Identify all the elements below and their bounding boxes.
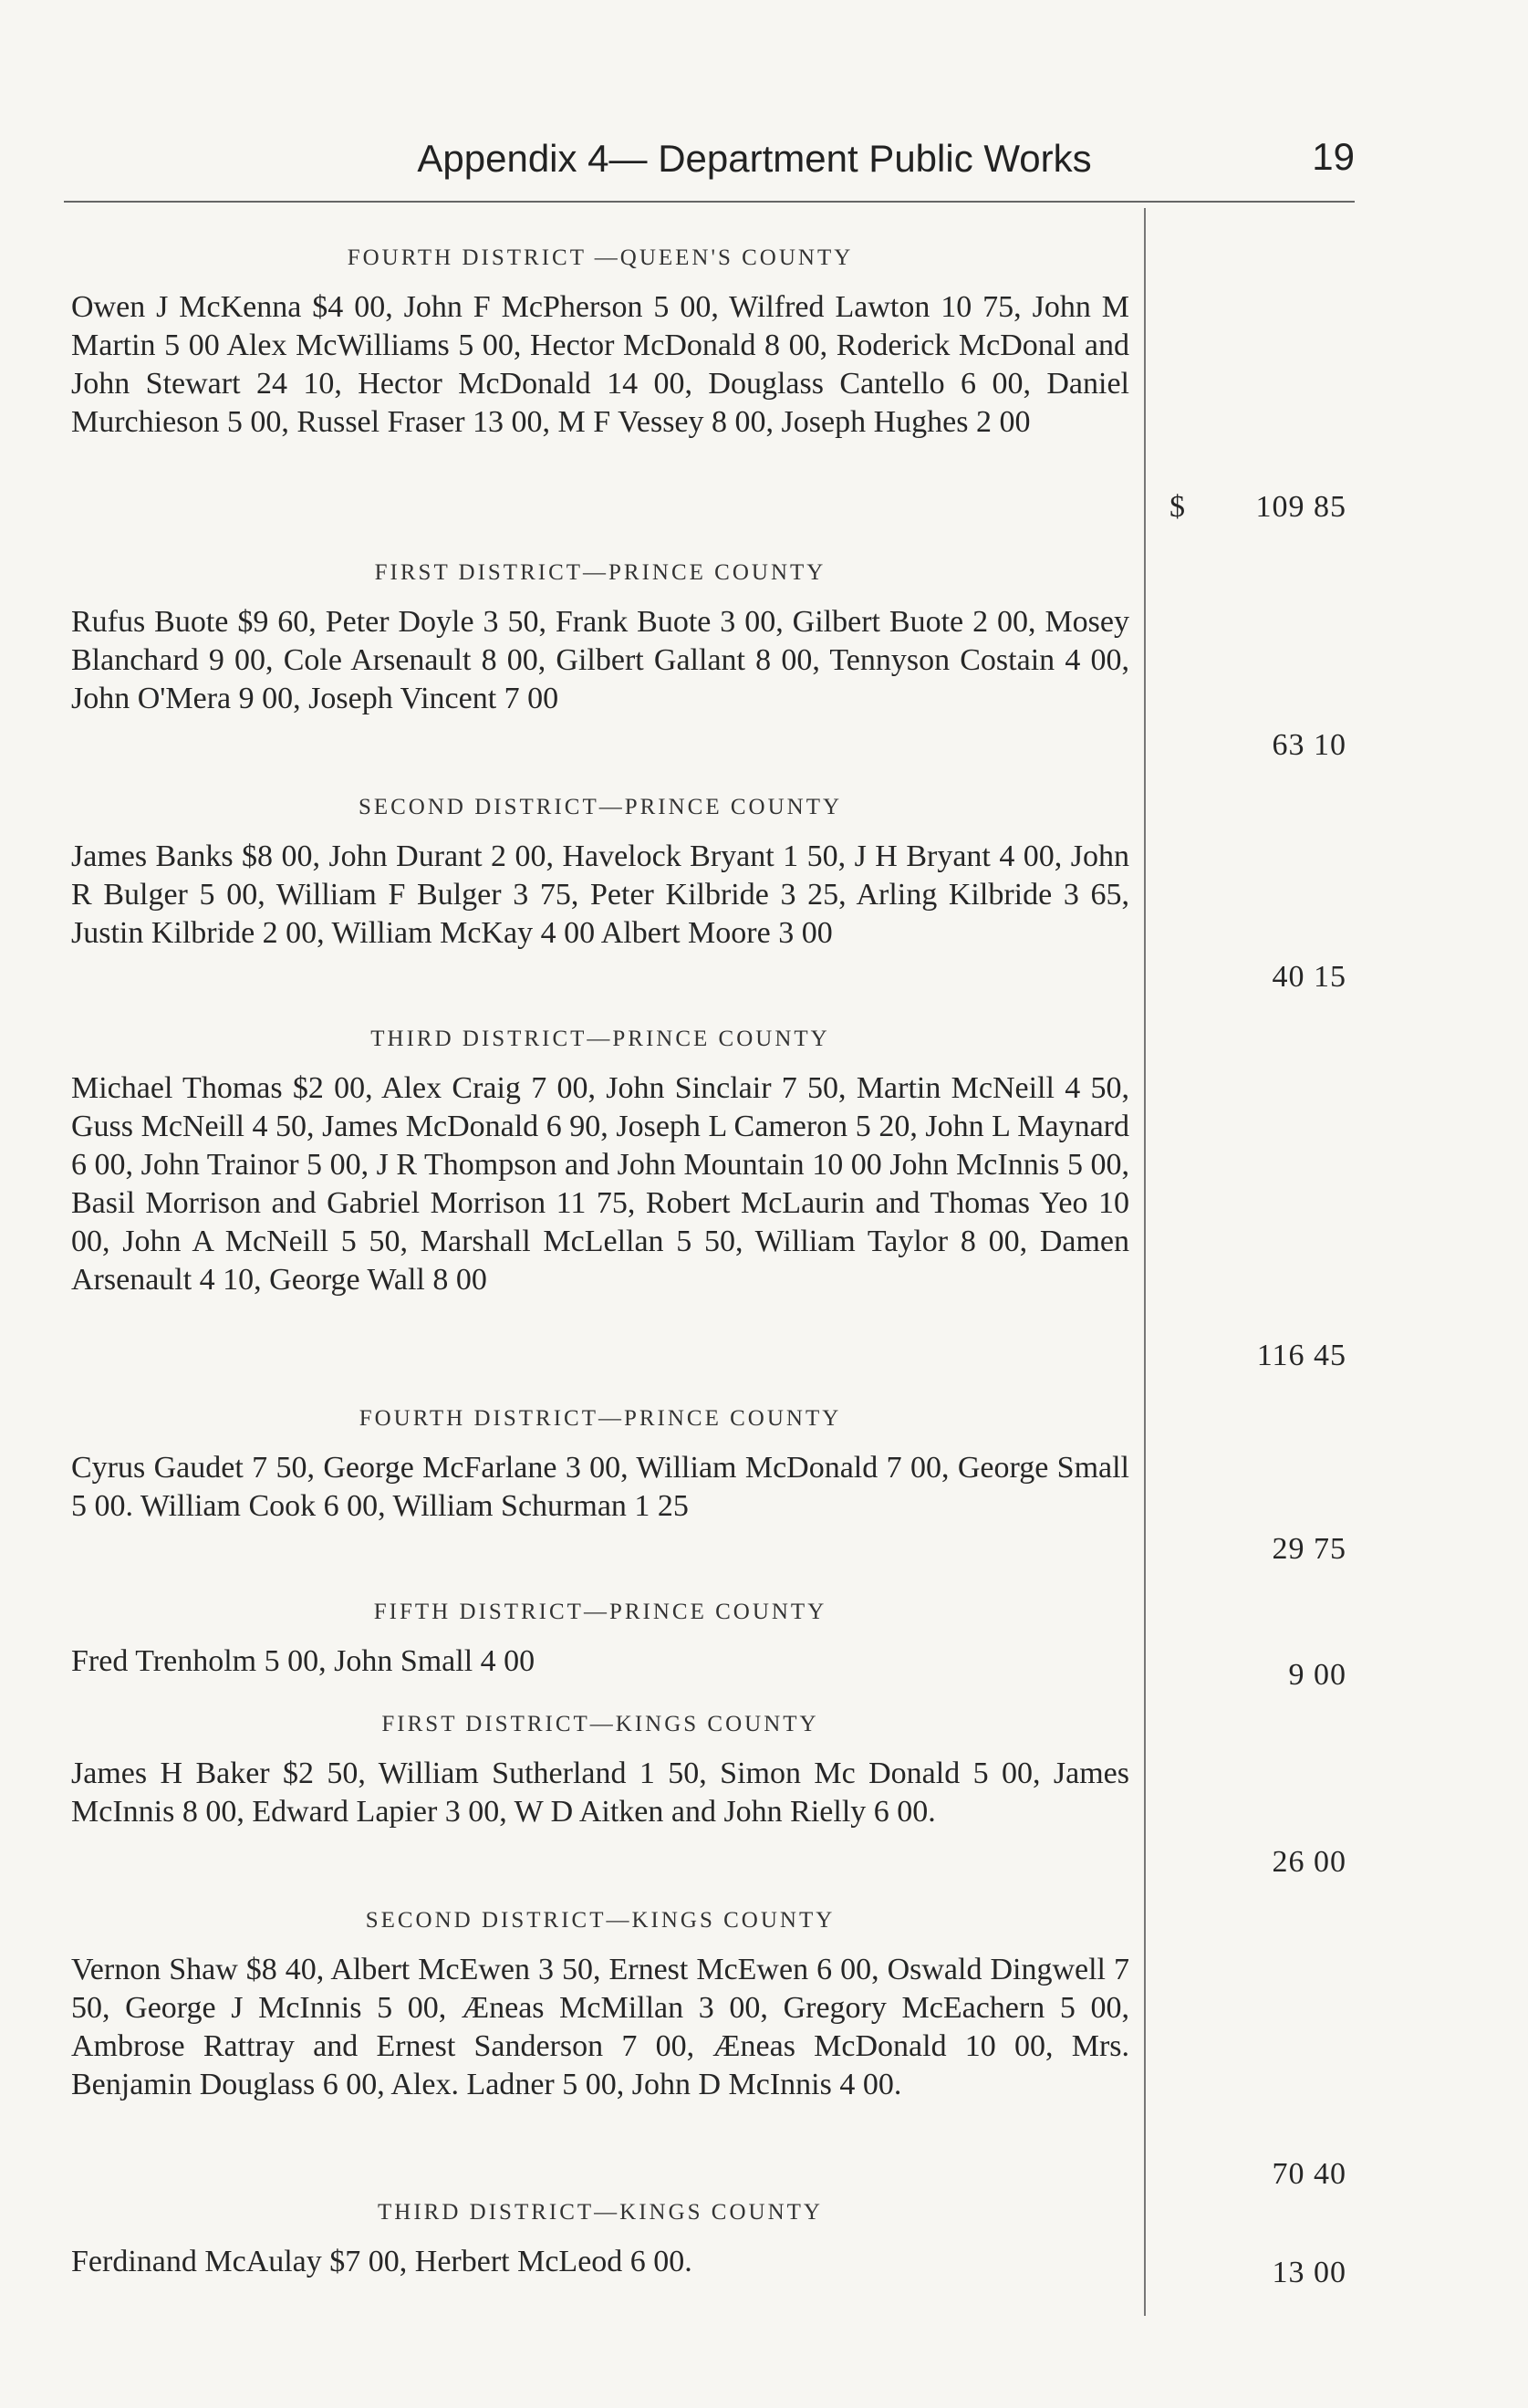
district-payments-text: Michael Thomas $2 00, Alex Craig 7 00, John Sinclair 7 50, Martin McNeill 4 50, Guss McNeill 4 50, James McDonald 6 90, Joseph L Cameron 5 20, John L Maynard 6 00, John Trainor 5 00, J R Thompson and John Mountain 10 00 John McInnis 5 00, Basil Morrison and Gabriel Morrison 11 75, Robert McLaurin and Thomas Yeo 10 00, John A McNeill 5 50, Marshall McLellan 5 50, William Taylor 8 00, Damen Arsenault 4 10, George Wall 8 00 bbox=[71, 1071, 1129, 1297]
district-payments-text: Cyrus Gaudet 7 50, George McFarlane 3 00, William McDonald 7 00, George Small 5 00. William Cook 6 00, William Schurman 1 25 bbox=[71, 1451, 1129, 1523]
district-payments-text: James Banks $8 00, John Durant 2 00, Havelock Bryant 1 50, J H Bryant 4 00, John R Bulger 5 00, William F Bulger 3 75, Peter Kilbride 3 25, Arling Kilbride 3 65, Justin Kilbride 2 00, William McKay 4 00 Albert Moore 3 00 bbox=[71, 839, 1129, 950]
section-second-district-prince bbox=[71, 794, 1129, 953]
district-total-amount: 13 00 bbox=[1272, 2256, 1346, 2289]
district-total-row bbox=[1146, 488, 1356, 526]
section-fourth-district-queens bbox=[71, 245, 1129, 442]
district-total-amount: 40 15 bbox=[1272, 960, 1346, 994]
district-heading: THIRD DISTRICT—KINGS COUNTY bbox=[378, 2200, 823, 2225]
district-heading: FIRST DISTRICT—PRINCE COUNTY bbox=[374, 560, 826, 585]
district-heading: FOURTH DISTRICT—PRINCE COUNTY bbox=[359, 1406, 842, 1431]
district-total-amount: 26 00 bbox=[1272, 1845, 1346, 1879]
section-third-district-kings bbox=[71, 2199, 1129, 2281]
section-first-district-prince bbox=[71, 559, 1129, 718]
section-third-district-prince bbox=[71, 1026, 1129, 1299]
district-heading: SECOND DISTRICT—KINGS COUNTY bbox=[365, 1908, 836, 1933]
district-heading: FIRST DISTRICT—KINGS COUNTY bbox=[381, 1712, 819, 1736]
district-heading: FOURTH DISTRICT —QUEEN'S COUNTY bbox=[347, 245, 854, 270]
district-heading: FIFTH DISTRICT—PRINCE COUNTY bbox=[373, 1600, 827, 1624]
district-payments-text: Vernon Shaw $8 40, Albert McEwen 3 50, Ernest McEwen 6 00, Oswald Dingwell 7 50, George J McInnis 5 00, Æneas McMillan 3 00, Gregory McEachern 5 00, Ambrose Rattray and Ernest Sanderson 7 00, Æneas McDonald 10 00, Mrs. Benjamin Douglass 6 00, Alex. Ladner 5 00, John D McInnis 4 00. bbox=[71, 1953, 1129, 2101]
district-payments-text: Ferdinand McAulay $7 00, Herbert McLeod 6 00. bbox=[71, 2245, 692, 2278]
header-rule bbox=[64, 201, 1355, 203]
section-first-district-kings bbox=[71, 1711, 1129, 1831]
district-payments-text: Fred Trenholm 5 00, John Small 4 00 bbox=[71, 1644, 535, 1678]
district-total-amount: 109 85 bbox=[1255, 490, 1346, 524]
district-heading: THIRD DISTRICT—PRINCE COUNTY bbox=[370, 1027, 830, 1051]
district-total-row bbox=[1146, 1530, 1356, 1569]
district-total-amount: 9 00 bbox=[1288, 1658, 1346, 1692]
district-payments-text: Rufus Buote $9 60, Peter Doyle 3 50, Frank Buote 3 00, Gilbert Buote 2 00, Mosey Blanchard 9 00, Cole Arsenault 8 00, Gilbert Gallant 8 00, Tennyson Costain 4 00, John O'Mera 9 00, Joseph Vincent 7 00 bbox=[71, 605, 1129, 715]
district-total-amount: 29 75 bbox=[1272, 1532, 1346, 1566]
page-number: 19 bbox=[1312, 135, 1355, 178]
district-payments-text: Owen J McKenna $4 00, John F McPherson 5 00, Wilfred Lawton 10 75, John M Martin 5 00 Alex McWilliams 5 00, Hector McDonald 8 00, Roderick McDonal and John Stewart 24 10, Hector McDonald 14 00, Douglass Cantello 6 00, Daniel Murchieson 5 00, Russel Fraser 13 00, M F Vessey 8 00, Joseph Hughes 2 00 bbox=[71, 290, 1129, 439]
district-total-row bbox=[1146, 1656, 1356, 1694]
district-total-row bbox=[1146, 958, 1356, 996]
district-total-row bbox=[1146, 1843, 1356, 1882]
dollar-sign: $ bbox=[1169, 490, 1185, 524]
section-second-district-kings bbox=[71, 1907, 1129, 2104]
section-fifth-district-prince bbox=[71, 1599, 1129, 1681]
district-total-row bbox=[1146, 2254, 1356, 2292]
district-total-row bbox=[1146, 2155, 1356, 2194]
running-header-title: Appendix 4— Department Public Works bbox=[417, 137, 1092, 180]
section-fourth-district-prince bbox=[71, 1405, 1129, 1526]
district-total-amount: 63 10 bbox=[1272, 728, 1346, 762]
district-heading: SECOND DISTRICT—PRINCE COUNTY bbox=[358, 795, 843, 819]
district-payments-text: James H Baker $2 50, William Sutherland 1 50, Simon Mc Donald 5 00, James McInnis 8 00, Edward Lapier 3 00, W D Aitken and John Rielly 6 00. bbox=[71, 1756, 1129, 1829]
district-total-row bbox=[1146, 1337, 1356, 1375]
page-header bbox=[68, 137, 1355, 192]
district-total-amount: 116 45 bbox=[1256, 1339, 1346, 1372]
district-total-amount: 70 40 bbox=[1272, 2157, 1346, 2191]
district-total-row bbox=[1146, 726, 1356, 765]
